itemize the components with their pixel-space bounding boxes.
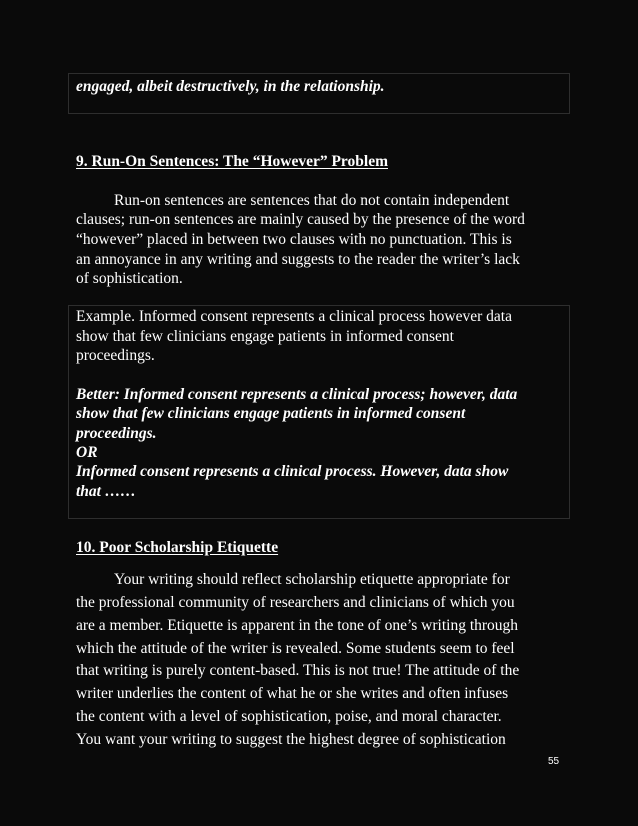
paragraph-line: Run-on sentences are sentences that do not contain independent [114, 192, 510, 209]
example-line: show that few clinicians engage patients in informed consent [76, 328, 454, 345]
better-example-line: show that few clinicians engage patients in informed consent [76, 405, 466, 422]
or-label: OR [76, 444, 98, 461]
better-example-line: Informed consent represents a clinical process. However, data show [76, 463, 509, 480]
example-line: proceedings. [76, 347, 155, 364]
section-9-heading: 9. Run-On Sentences: The “However” Problem [76, 153, 388, 170]
paragraph-line: writer underlies the content of what he or she writes and often infuses [76, 685, 509, 702]
paragraph-line: that writing is purely content-based. This is not true! The attitude of the [76, 662, 520, 679]
paragraph-line: of sophistication. [76, 270, 183, 287]
paragraph-line: “however” placed in between two clauses with no punctuation. This is [76, 231, 512, 248]
paragraph-line: You want your writing to suggest the highest degree of sophistication [76, 731, 506, 748]
better-example-line: that …… [76, 483, 136, 500]
paragraph-line: are a member. Etiquette is apparent in the tone of one’s writing through [76, 617, 519, 634]
paragraph-line: the professional community of researchers and clinicians of which you [76, 594, 515, 611]
better-example-line: proceedings. [76, 425, 157, 442]
page-number: 55 [548, 756, 560, 767]
paragraph-line: which the attitude of the writer is revealed. Some students seem to feel [76, 640, 515, 657]
paragraph-line: an annoyance in any writing and suggests to the reader the writer’s lack [76, 251, 520, 268]
example-line: Example. Informed consent represents a clinical process however data [76, 308, 512, 325]
paragraph-line: Your writing should reflect scholarship etiquette appropriate for [114, 571, 510, 588]
continued-text-line: engaged, albeit destructively, in the relationship. [76, 78, 385, 95]
paragraph-line: clauses; run-on sentences are mainly caused by the presence of the word [76, 211, 525, 228]
section-10-heading: 10. Poor Scholarship Etiquette [76, 539, 279, 556]
better-example-line: Better: Informed consent represents a clinical process; however, data [76, 386, 518, 403]
paragraph-line: the content with a level of sophistication, poise, and moral character. [76, 708, 502, 725]
